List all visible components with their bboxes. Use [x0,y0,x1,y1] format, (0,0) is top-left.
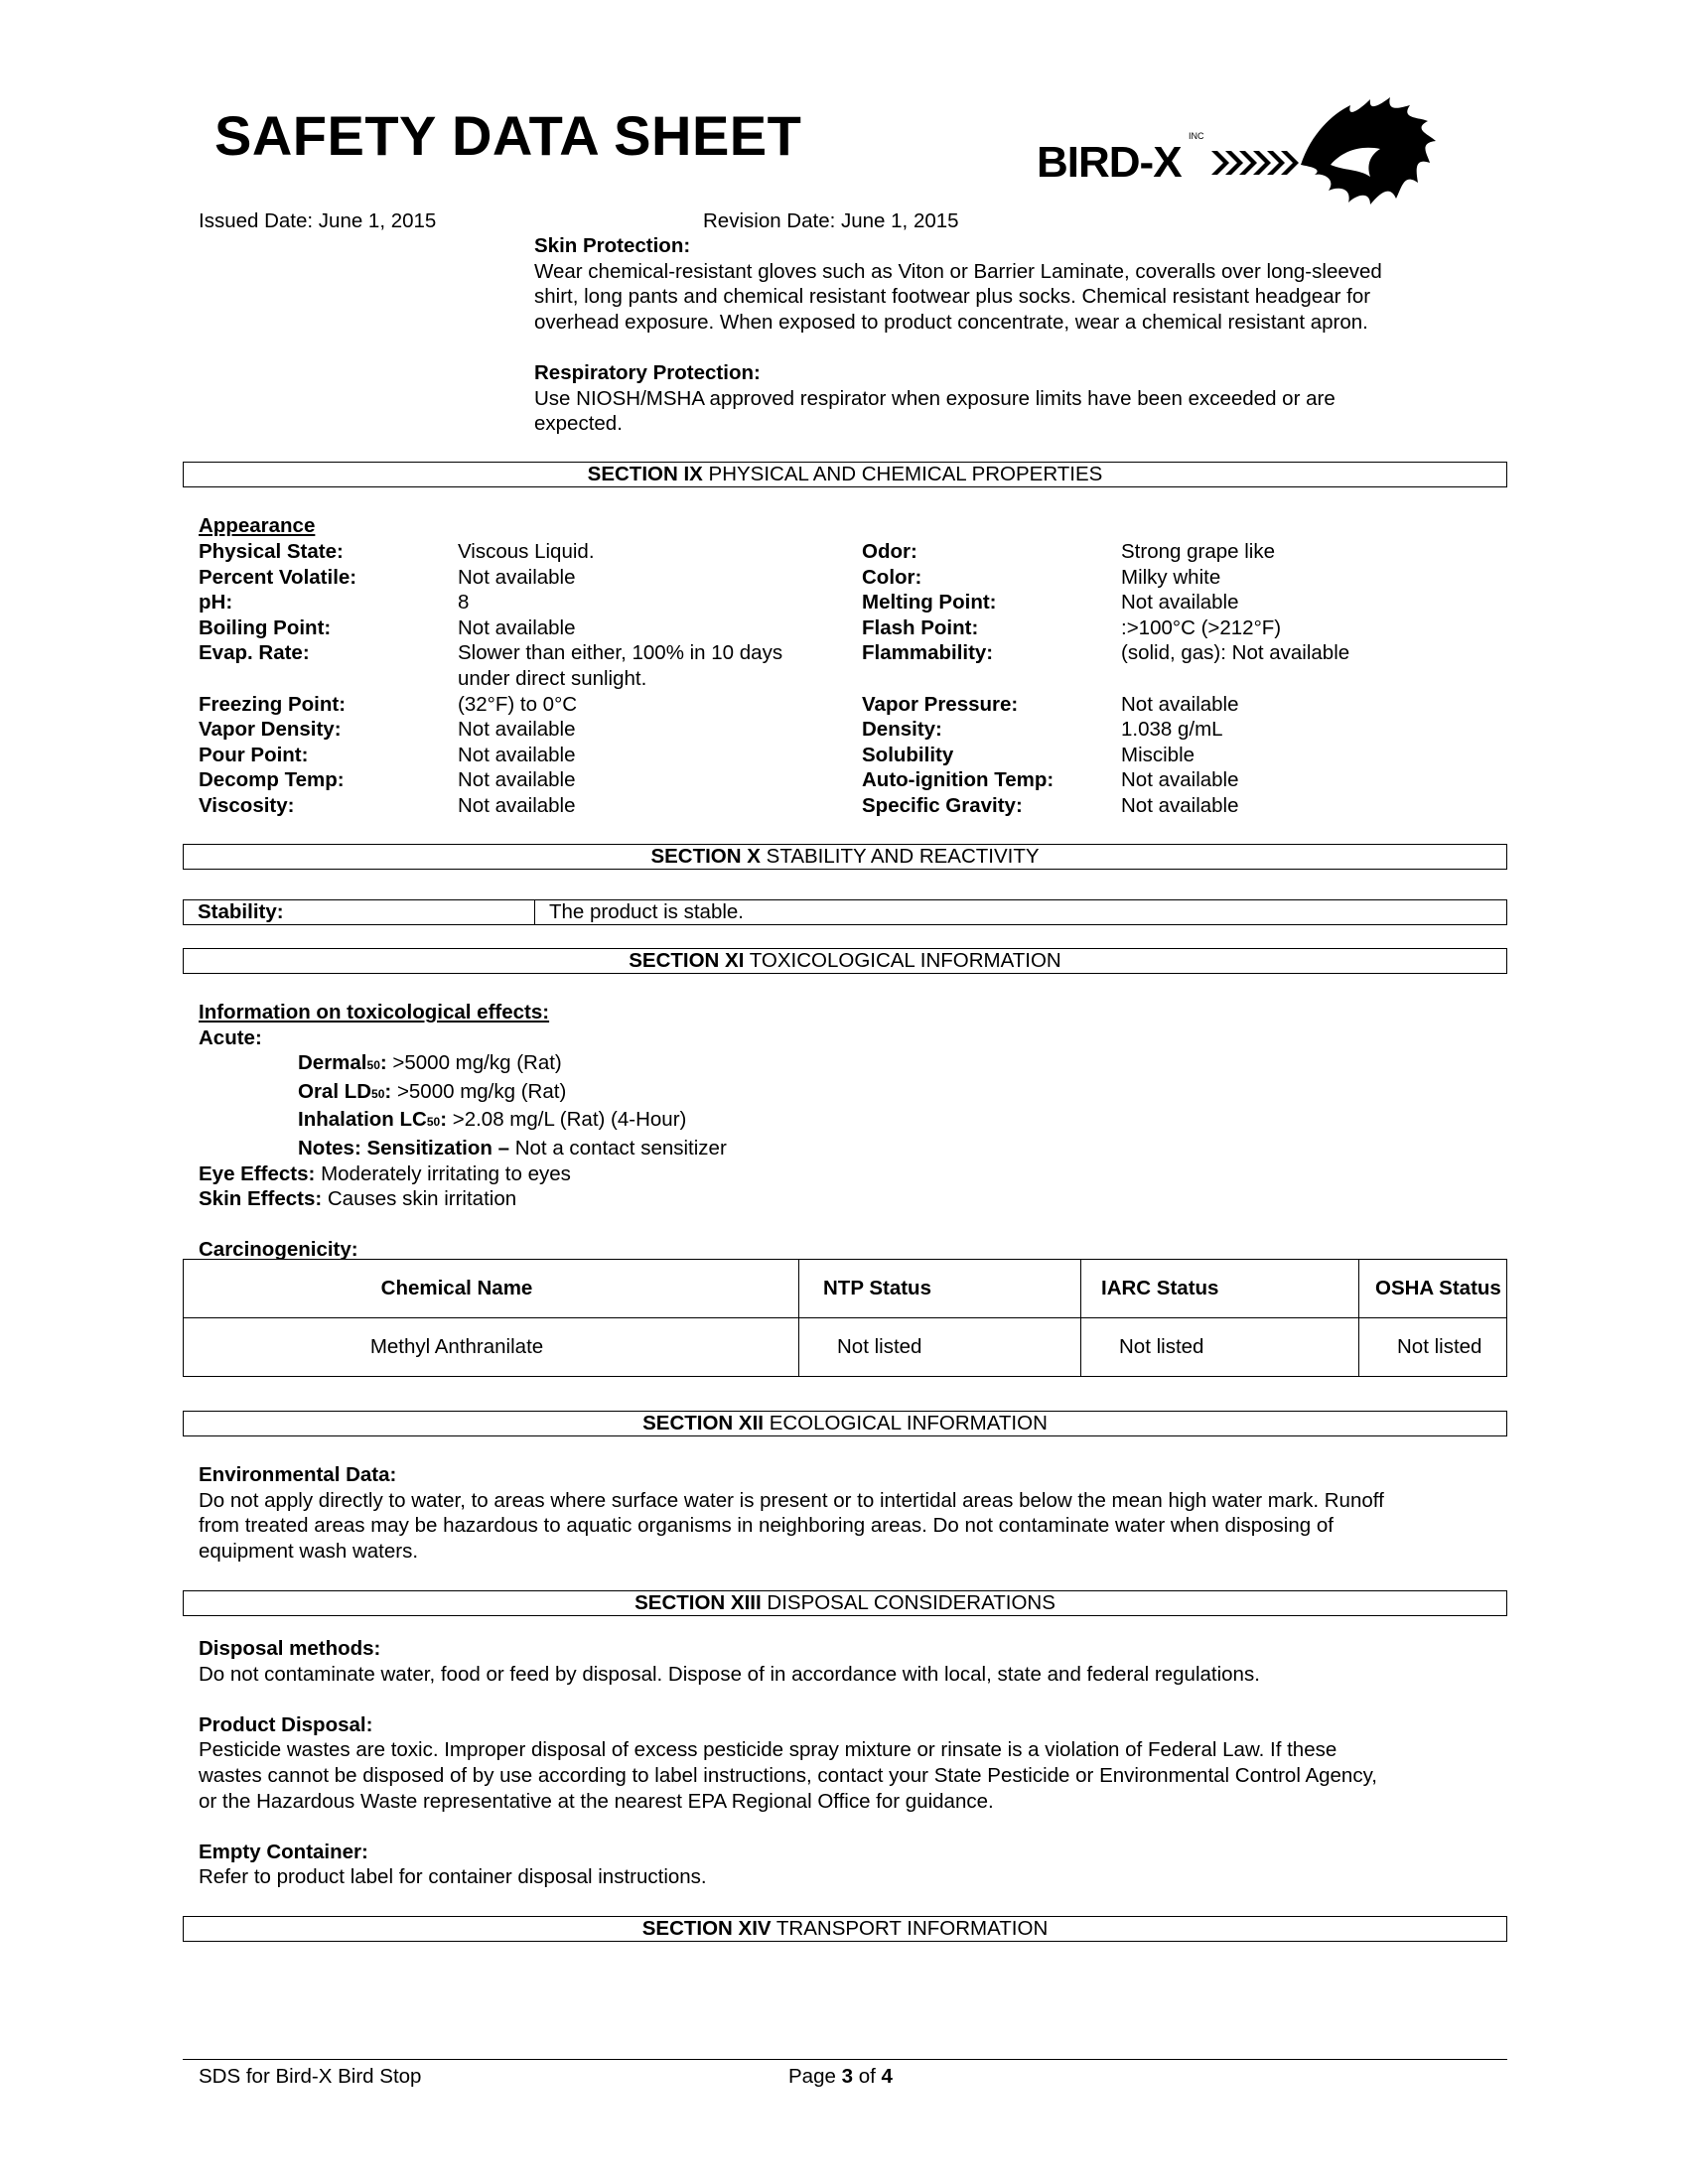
footer-rule [183,2059,1507,2060]
property-value: Not available [1121,692,1239,716]
property-label: Pour Point: [199,743,309,766]
section-label: SECTION IX [587,463,703,485]
skin-protection-line: overhead exposure. When exposed to product concentrate, wear a chemical resistant apron. [534,310,1368,334]
property-value: Slower than either, 100% in 10 days [458,641,783,665]
stability-row [183,899,1507,925]
appearance-heading: Appearance [199,514,316,537]
inhalation-line: Inhalation LC50: >2.08 mg/L (Rat) (4-Hour) [298,1108,687,1132]
stability-label: Stability: [198,900,284,923]
disposal-methods-text: Do not contaminate water, food or feed by disposal. Dispose of in accordance with local, state and federal regulations. [199,1662,1260,1686]
property-label: Boiling Point: [199,615,332,639]
property-label: Melting Point: [862,591,997,614]
skin-protection-line: shirt, long pants and chemical resistant footwear plus socks. Chemical resistant headgear for [534,285,1371,309]
table-header-row [184,1260,1507,1318]
property-label: Auto-ignition Temp: [862,768,1055,792]
revision-date: Revision Date: June 1, 2015 [703,209,959,232]
empty-container-heading: Empty Container: [199,1840,368,1863]
section-xi-header [183,948,1507,974]
section-label: SECTION X [650,845,761,868]
property-value: Milky white [1121,565,1221,589]
respiratory-protection-line: expected. [534,412,623,436]
empty-container-text: Refer to product label for container disposal instructions. [199,1865,707,1889]
property-label: Flammability: [862,641,994,665]
skin-protection-heading: Skin Protection: [534,234,691,257]
property-label: Vapor Density: [199,718,342,742]
section-xii-header [183,1411,1507,1436]
logo-inc: INC [1189,131,1204,141]
document-title: SAFETY DATA SHEET [214,104,802,167]
table-header: IARC Status [1081,1260,1359,1318]
issued-date: Issued Date: June 1, 2015 [199,209,437,232]
environmental-heading: Environmental Data: [199,1463,397,1486]
property-value: Strong grape like [1121,540,1275,563]
table-cell: Not listed [1081,1318,1359,1377]
property-value: Viscous Liquid. [458,540,595,563]
environmental-block [199,1462,1509,1564]
section-name: DISPOSAL CONSIDERATIONS [767,1591,1055,1614]
property-label: Freezing Point: [199,692,347,716]
property-label: Evap. Rate: [199,641,310,665]
bird-x-logo [1033,95,1440,210]
environmental-line: from treated areas may be hazardous to aquatic organisms in neighboring areas. Do not contaminate water when disposing of [199,1514,1334,1538]
property-label: Percent Volatile: [199,565,357,589]
property-value: Not available [1121,768,1239,792]
environmental-line: equipment wash waters. [199,1539,419,1563]
property-value: 8 [458,591,470,614]
respiratory-protection-line: Use NIOSH/MSHA approved respirator when exposure limits have been exceeded or are [534,386,1336,410]
toxicology-block [199,1000,1489,1263]
stability-value: The product is stable. [549,900,744,923]
property-value: (solid, gas): Not available [1121,641,1350,665]
dermal-line: Dermal50: >5000 mg/kg (Rat) [298,1051,562,1075]
oral-line: Oral LD50: >5000 mg/kg (Rat) [298,1079,567,1103]
property-value: Not available [1121,794,1239,817]
logo-wordmark: BIRD-X [1037,138,1182,187]
section-label: SECTION XI [629,949,745,972]
table-row [184,1318,1507,1377]
property-label: Density: [862,718,942,742]
acute-heading: Acute: [199,1025,262,1049]
property-value: Not available [458,768,576,792]
table-header: OSHA Status [1359,1260,1507,1318]
product-disposal-line: or the Hazardous Waste representative at the nearest EPA Regional Office for guidance. [199,1789,994,1813]
section-name: STABILITY AND REACTIVITY [766,845,1040,868]
property-label: Vapor Pressure: [862,692,1019,716]
property-value: under direct sunlight. [458,667,647,690]
property-value: Not available [458,565,576,589]
section-x-header [183,844,1507,870]
section-xiv-header [183,1916,1507,1942]
section-name: ECOLOGICAL INFORMATION [769,1412,1048,1434]
respiratory-protection-heading: Respiratory Protection: [534,360,761,384]
property-value: 1.038 g/mL [1121,718,1223,742]
table-cell: Not listed [799,1318,1081,1377]
property-label: Color: [862,565,922,589]
section-label: SECTION XIII [634,1591,762,1614]
section-name: TRANSPORT INFORMATION [775,1917,1049,1940]
property-value: Not available [1121,591,1239,614]
property-label: Solubility [862,743,954,766]
property-label: Flash Point: [862,615,979,639]
table-header: NTP Status [799,1260,1081,1318]
disposal-block [199,1636,1509,1890]
carcinogenicity-heading: Carcinogenicity: [199,1238,358,1262]
skin-effects-line: Skin Effects: Causes skin irritation [199,1187,517,1211]
product-disposal-line: wastes cannot be disposed of by use according to label instructions, contact your State Pesticide or Environmental Control Agency, [199,1763,1377,1787]
skin-protection-line: Wear chemical-resistant gloves such as Viton or Barrier Laminate, coveralls over long-sleeved [534,259,1382,283]
property-value: Not available [458,794,576,817]
section-name: PHYSICAL AND CHEMICAL PROPERTIES [708,463,1103,485]
table-cell: Methyl Anthranilate [184,1318,799,1377]
section-ix-header [183,462,1507,487]
product-disposal-line: Pesticide wastes are toxic. Improper disposal of excess pesticide spray mixture or rinsate is a violation of Federal Law. If these [199,1738,1337,1762]
property-label: Odor: [862,540,917,563]
property-value: :>100°C (>212°F) [1121,615,1282,639]
environmental-line: Do not apply directly to water, to areas where surface water is present or to intertidal areas below the mean high water mark. Runoff [199,1488,1384,1512]
property-value: Not available [458,718,576,742]
section-label: SECTION XIV [641,1917,772,1940]
property-label: Specific Gravity: [862,794,1023,817]
eye-effects-line: Eye Effects: Moderately irritating to eyes [199,1161,571,1185]
section-label: SECTION XII [642,1412,764,1434]
section-name: TOXICOLOGICAL INFORMATION [749,949,1061,972]
property-value: Miscible [1121,743,1196,766]
disposal-methods-heading: Disposal methods: [199,1637,381,1660]
property-value: Not available [458,743,576,766]
table-cell: Not listed [1359,1318,1507,1377]
property-label: Physical State: [199,540,344,563]
section-xiii-header [183,1590,1507,1616]
property-label: pH: [199,591,233,614]
property-value: Not available [458,615,576,639]
property-value: (32°F) to 0°C [458,692,578,716]
footer-left: SDS for Bird-X Bird Stop [199,2065,422,2088]
table-header: Chemical Name [184,1260,799,1318]
tox-info-heading: Information on toxicological effects: [199,1001,550,1024]
protection-block [534,233,1382,437]
property-label: Viscosity: [199,794,295,817]
product-disposal-heading: Product Disposal: [199,1712,373,1736]
footer-page: Page 3 of 4 [788,2065,893,2088]
carcinogenicity-table [183,1259,1507,1377]
property-label: Decomp Temp: [199,768,345,792]
bird-x-logo-graphic [1033,95,1440,210]
notes-line: Notes: Sensitization – Not a contact sensitizer [298,1136,727,1160]
